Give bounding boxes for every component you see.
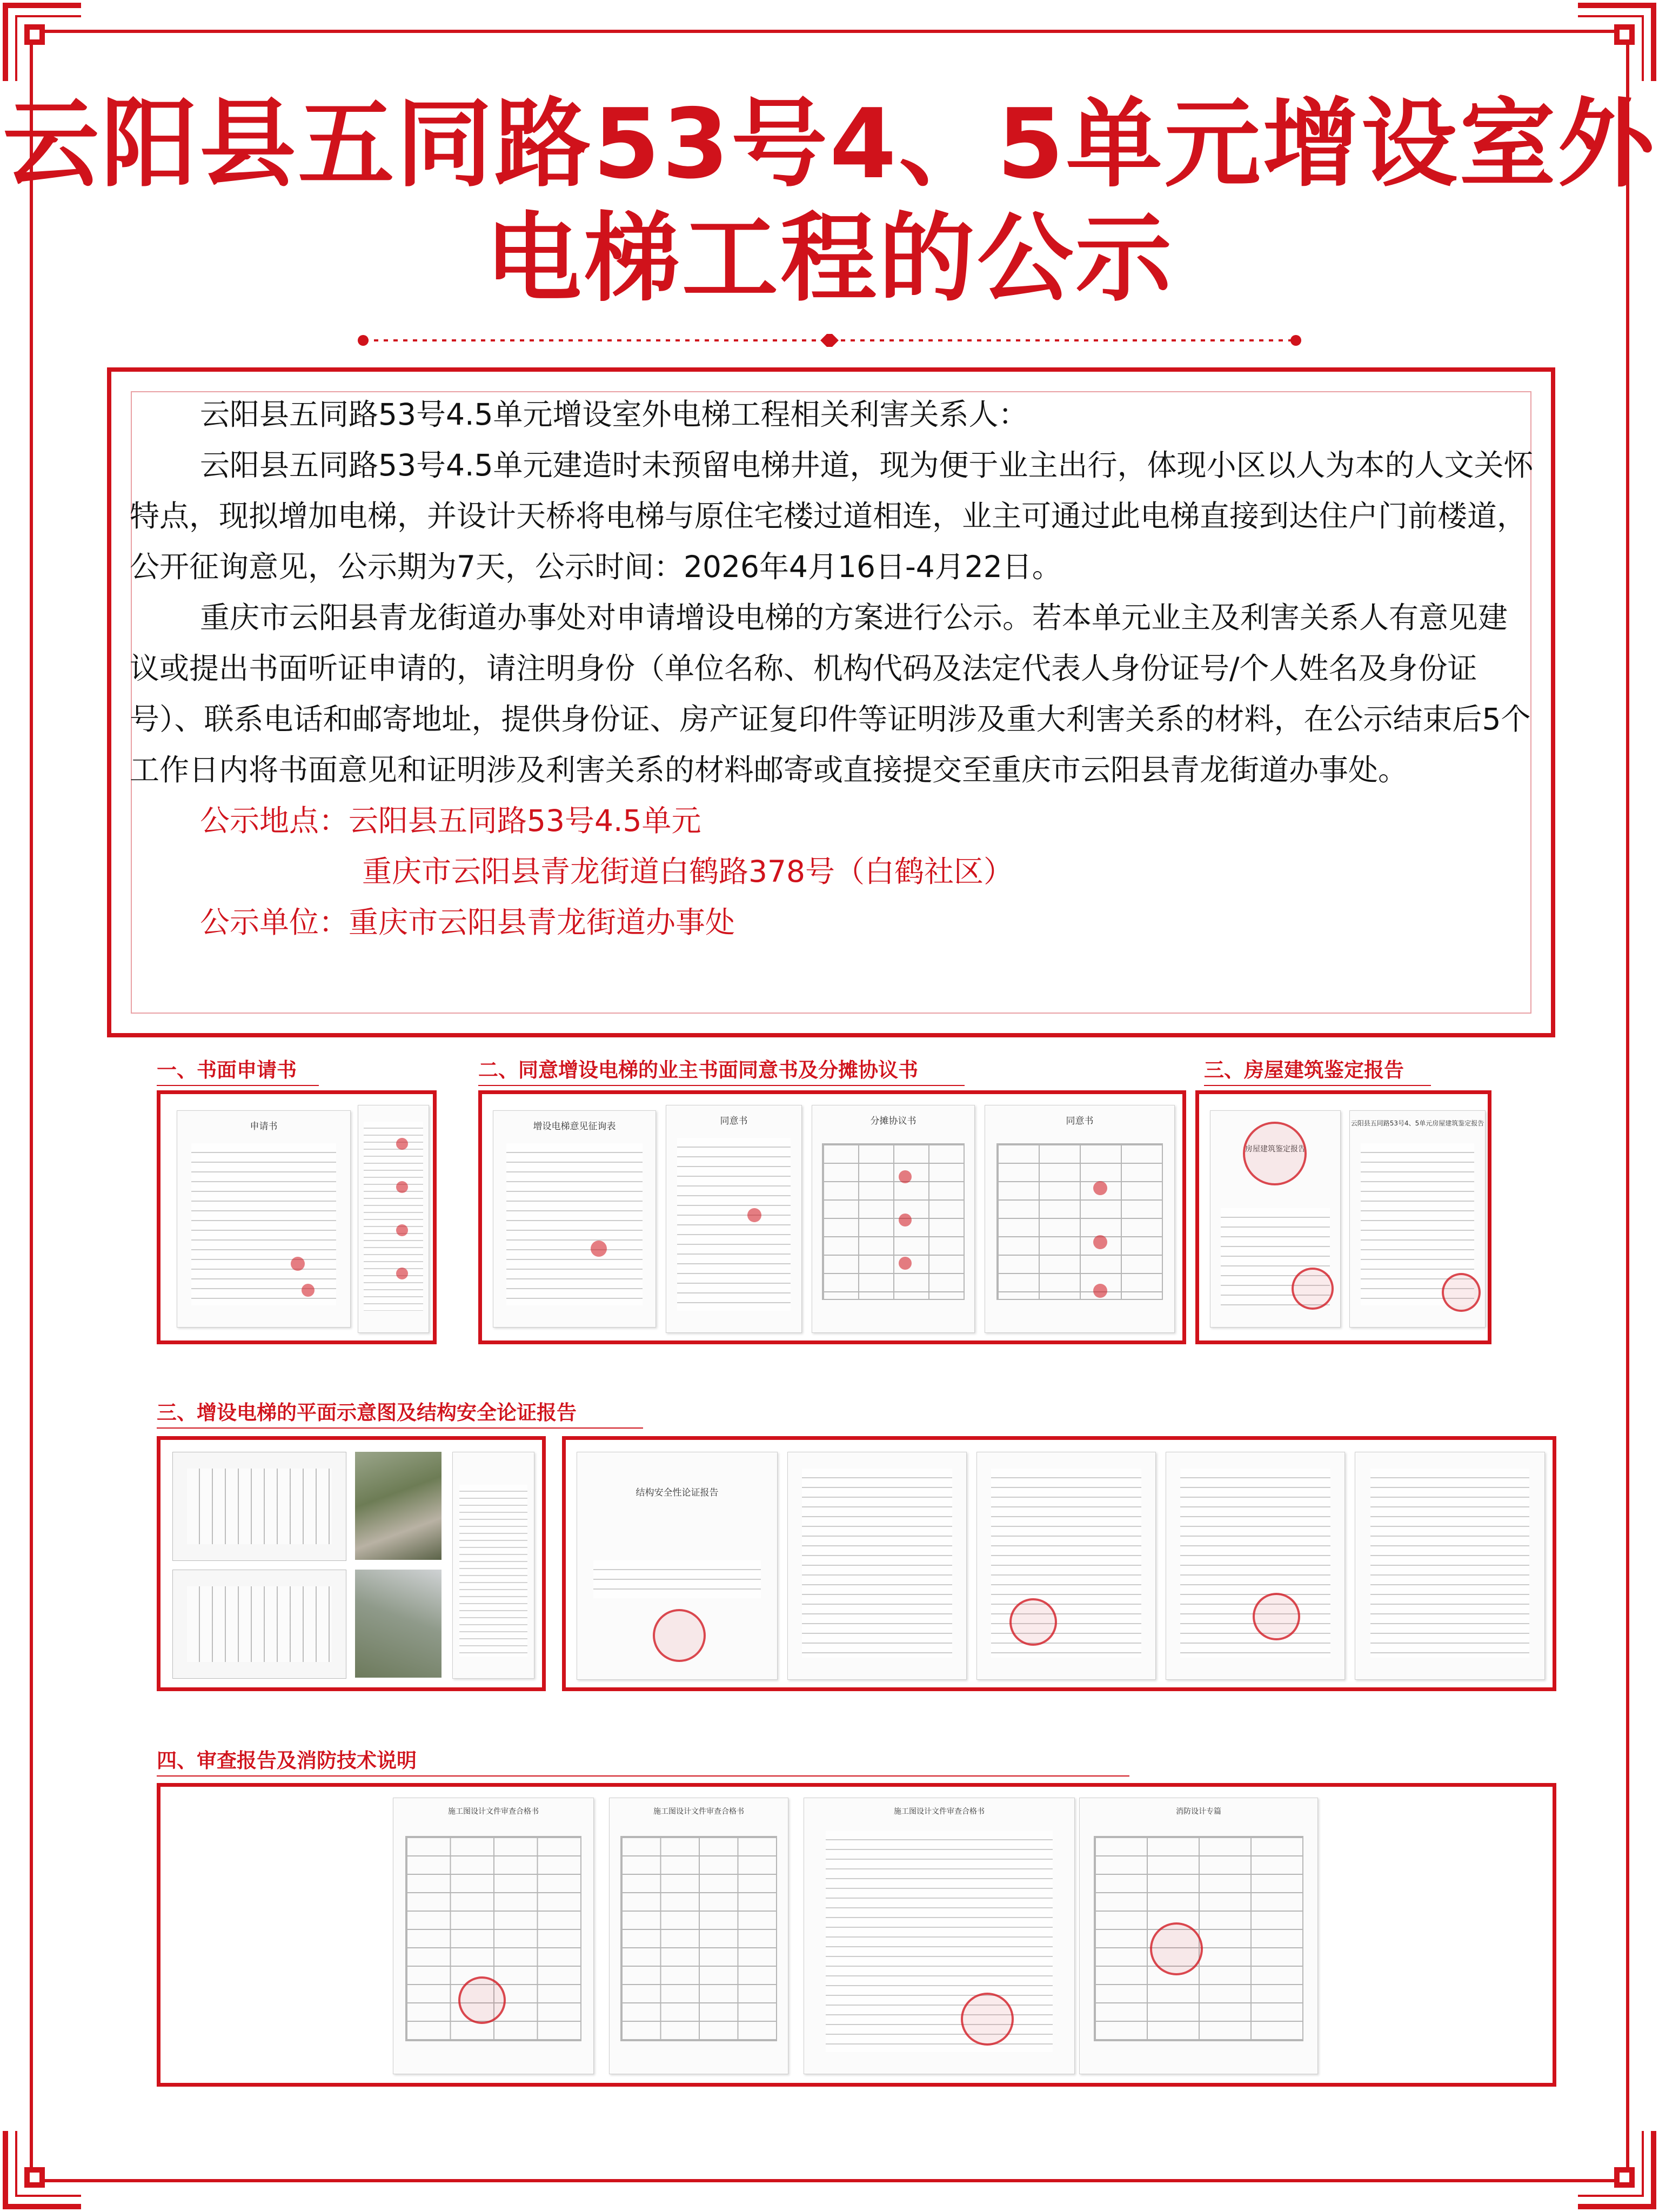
doc-consultation-title: 增设电梯意见征询表: [533, 1121, 616, 1132]
page-title-line-1: 云阳县五同路53号4、5单元增设室外: [3, 88, 1656, 200]
doc-fire-technical-description: [1079, 1798, 1318, 2074]
doc-review-title-2: 施工图设计文件审查合格书: [653, 1807, 744, 1816]
doc-review-lines-3: [826, 1831, 1053, 2052]
fingerprint-mark: [1093, 1284, 1107, 1298]
fingerprint-mark: [591, 1241, 607, 1257]
notice-paragraph-1: 云阳县五同路53号4.5单元建造时未预留电梯井道，现为便于业主出行，体现小区以人为本的人文关怀特点，现拟增加电梯，并设计天桥将电梯与原住宅楼过道相连，业主可通过此电梯直接到达住户门前楼道，公开征询意见，公示期为7天，公示时间：2026年4月16日-4月22日。: [130, 448, 1534, 584]
fingerprint-mark: [396, 1181, 408, 1193]
fingerprint-mark: [747, 1208, 761, 1222]
elevation-drawing-lines: [459, 1485, 527, 1657]
panel-owner-consent: [478, 1090, 1186, 1344]
floor-plan-drawing-2: [172, 1570, 346, 1679]
doc-consent-letter-1: [666, 1105, 802, 1333]
doc-structural-lines-4: [1180, 1469, 1330, 1658]
notice-unit-row: [130, 897, 1535, 948]
notice-paragraph-2: 重庆市云阳县青龙街道办事处对申请增设电梯的方案进行公示。若本单元业主及利害关系人有意见建议或提出书面听证申请的，请注明身份（单位名称、机构代码及法定代表人身份证号/个人姓名及身份证号）、联系电话和邮寄地址，提供身份证、房产证复印件等证明涉及重大利害关系的材料，在公示结束后5个工作日内将书面意见和证明涉及利害关系的材料邮寄或直接提交至重庆市云阳县青龙街道办事处。: [130, 600, 1531, 787]
doc-signature-lines: [364, 1122, 423, 1311]
fingerprint-mark: [302, 1284, 315, 1297]
location-1: 云阳县五同路53号4.5单元: [349, 803, 701, 838]
corner-ornament-top-right: [1573, 0, 1659, 86]
doc-review-certificate-3: [804, 1798, 1075, 2074]
floor-plan-hatch-2: [187, 1586, 332, 1662]
doc-structural-page-5: [1355, 1452, 1545, 1680]
doc-consent-title-2: 同意书: [1066, 1116, 1094, 1127]
corner-ornament-top-left: [0, 0, 86, 86]
doc-appraisal-detail-title: 云阳县五同路53号4、5单元房屋建筑鉴定报告: [1350, 1120, 1484, 1127]
official-seal: [961, 1993, 1014, 2046]
floor-plan-drawing-1: [172, 1452, 346, 1561]
official-seal: [1292, 1268, 1334, 1310]
fingerprint-mark: [1093, 1235, 1107, 1249]
doc-consent-lines-1: [677, 1138, 791, 1311]
location-label: 公示地点：: [200, 803, 349, 838]
section-underline-2: [478, 1085, 965, 1086]
doc-cost-sharing-title: 分摊协议书: [870, 1116, 917, 1127]
doc-cost-sharing-agreement: [812, 1105, 975, 1333]
panel-review-report: [157, 1783, 1556, 2087]
section-label-2: 二、同意增设电梯的业主书面同意书及分摊协议书: [478, 1058, 918, 1082]
section-label-5: 四、审查报告及消防技术说明: [157, 1749, 417, 1772]
section-label-3: 三、房屋建筑鉴定报告: [1204, 1058, 1404, 1082]
doc-structural-lines-5: [1370, 1469, 1529, 1658]
official-seal: [1243, 1122, 1307, 1185]
notice-location-row: [130, 795, 1535, 846]
fingerprint-mark: [899, 1214, 912, 1226]
doc-application-letter: [177, 1110, 351, 1328]
doc-application-lines: [191, 1143, 337, 1305]
elevation-drawing: [452, 1452, 534, 1679]
doc-structural-cover: [577, 1452, 778, 1680]
section-underline-1: [157, 1085, 319, 1086]
section-underline-4: [157, 1427, 643, 1429]
fingerprint-mark: [1093, 1181, 1107, 1195]
section-label-1: 一、书面申请书: [157, 1058, 297, 1082]
fingerprint-mark: [396, 1268, 408, 1279]
title-divider: [357, 334, 1302, 347]
fingerprint-mark: [396, 1224, 408, 1236]
fingerprint-mark: [396, 1138, 408, 1150]
doc-review-certificate-2: [609, 1798, 788, 2074]
site-photo-1: [355, 1452, 441, 1560]
site-photo-2: [355, 1570, 441, 1678]
official-seal: [458, 1976, 506, 2024]
doc-consent-title-1: 同意书: [720, 1116, 748, 1127]
doc-structural-lines-2: [802, 1469, 952, 1658]
unit-name: 重庆市云阳县青龙街道办事处: [349, 905, 735, 940]
panel-application: [157, 1090, 437, 1344]
fingerprint-mark: [899, 1170, 912, 1183]
doc-structural-cover-lines: [593, 1560, 761, 1598]
panel-building-appraisal: [1195, 1090, 1491, 1344]
fingerprint-mark: [291, 1257, 305, 1271]
doc-structural-page-4: [1166, 1452, 1345, 1680]
official-seal: [1442, 1273, 1481, 1312]
notice-salutation: 云阳县五同路53号4.5单元增设室外电梯工程相关利害关系人：: [200, 397, 1028, 432]
doc-application-title: 申请书: [250, 1121, 278, 1132]
doc-consent-letter-2: [985, 1105, 1175, 1333]
official-seal: [1009, 1598, 1057, 1646]
panel-floor-plan: [157, 1436, 546, 1691]
official-seal: [1150, 1922, 1203, 1975]
fingerprint-mark: [899, 1257, 912, 1270]
official-seal: [653, 1609, 706, 1662]
doc-review-title-3: 施工图设计文件审查合格书: [894, 1807, 985, 1816]
doc-consultation-lines: [506, 1143, 643, 1305]
floor-plan-hatch-1: [187, 1469, 332, 1544]
doc-appraisal-cover: [1210, 1110, 1341, 1328]
doc-structural-page-3: [976, 1452, 1156, 1680]
section-underline-3: [1204, 1085, 1431, 1086]
doc-signature-sheet: [358, 1105, 429, 1333]
page-title-line-2: 电梯工程的公示: [485, 203, 1174, 314]
unit-label: 公示单位：: [200, 905, 349, 940]
doc-structural-cover-title: 结构安全性论证报告: [635, 1487, 719, 1498]
location-2: 重庆市云阳县青龙街道白鹤路378号（白鹤社区）: [362, 854, 1013, 889]
corner-ornament-bottom-left: [0, 2126, 86, 2212]
doc-consultation-form: [493, 1110, 656, 1328]
doc-fire-title: 消防设计专篇: [1176, 1807, 1221, 1816]
doc-consent-table: [996, 1143, 1163, 1300]
doc-review-title-1: 施工图设计文件审查合格书: [448, 1807, 539, 1816]
section-label-4: 三、增设电梯的平面示意图及结构安全论证报告: [157, 1401, 577, 1424]
section-underline-5: [157, 1775, 1129, 1777]
doc-appraisal-detail: [1349, 1110, 1486, 1328]
panel-structural-report: [562, 1436, 1556, 1691]
doc-review-certificate-1: [393, 1798, 594, 2074]
doc-structural-page-2: [787, 1452, 967, 1680]
corner-ornament-bottom-right: [1573, 2126, 1659, 2212]
doc-appraisal-cover-title: 房屋建筑鉴定报告: [1245, 1145, 1306, 1154]
notice-location-row-2: [130, 846, 1535, 897]
doc-cost-sharing-table: [822, 1143, 965, 1300]
notice-text: [130, 389, 1535, 948]
doc-review-table-2: [620, 1836, 777, 2041]
official-seal: [1253, 1593, 1300, 1640]
